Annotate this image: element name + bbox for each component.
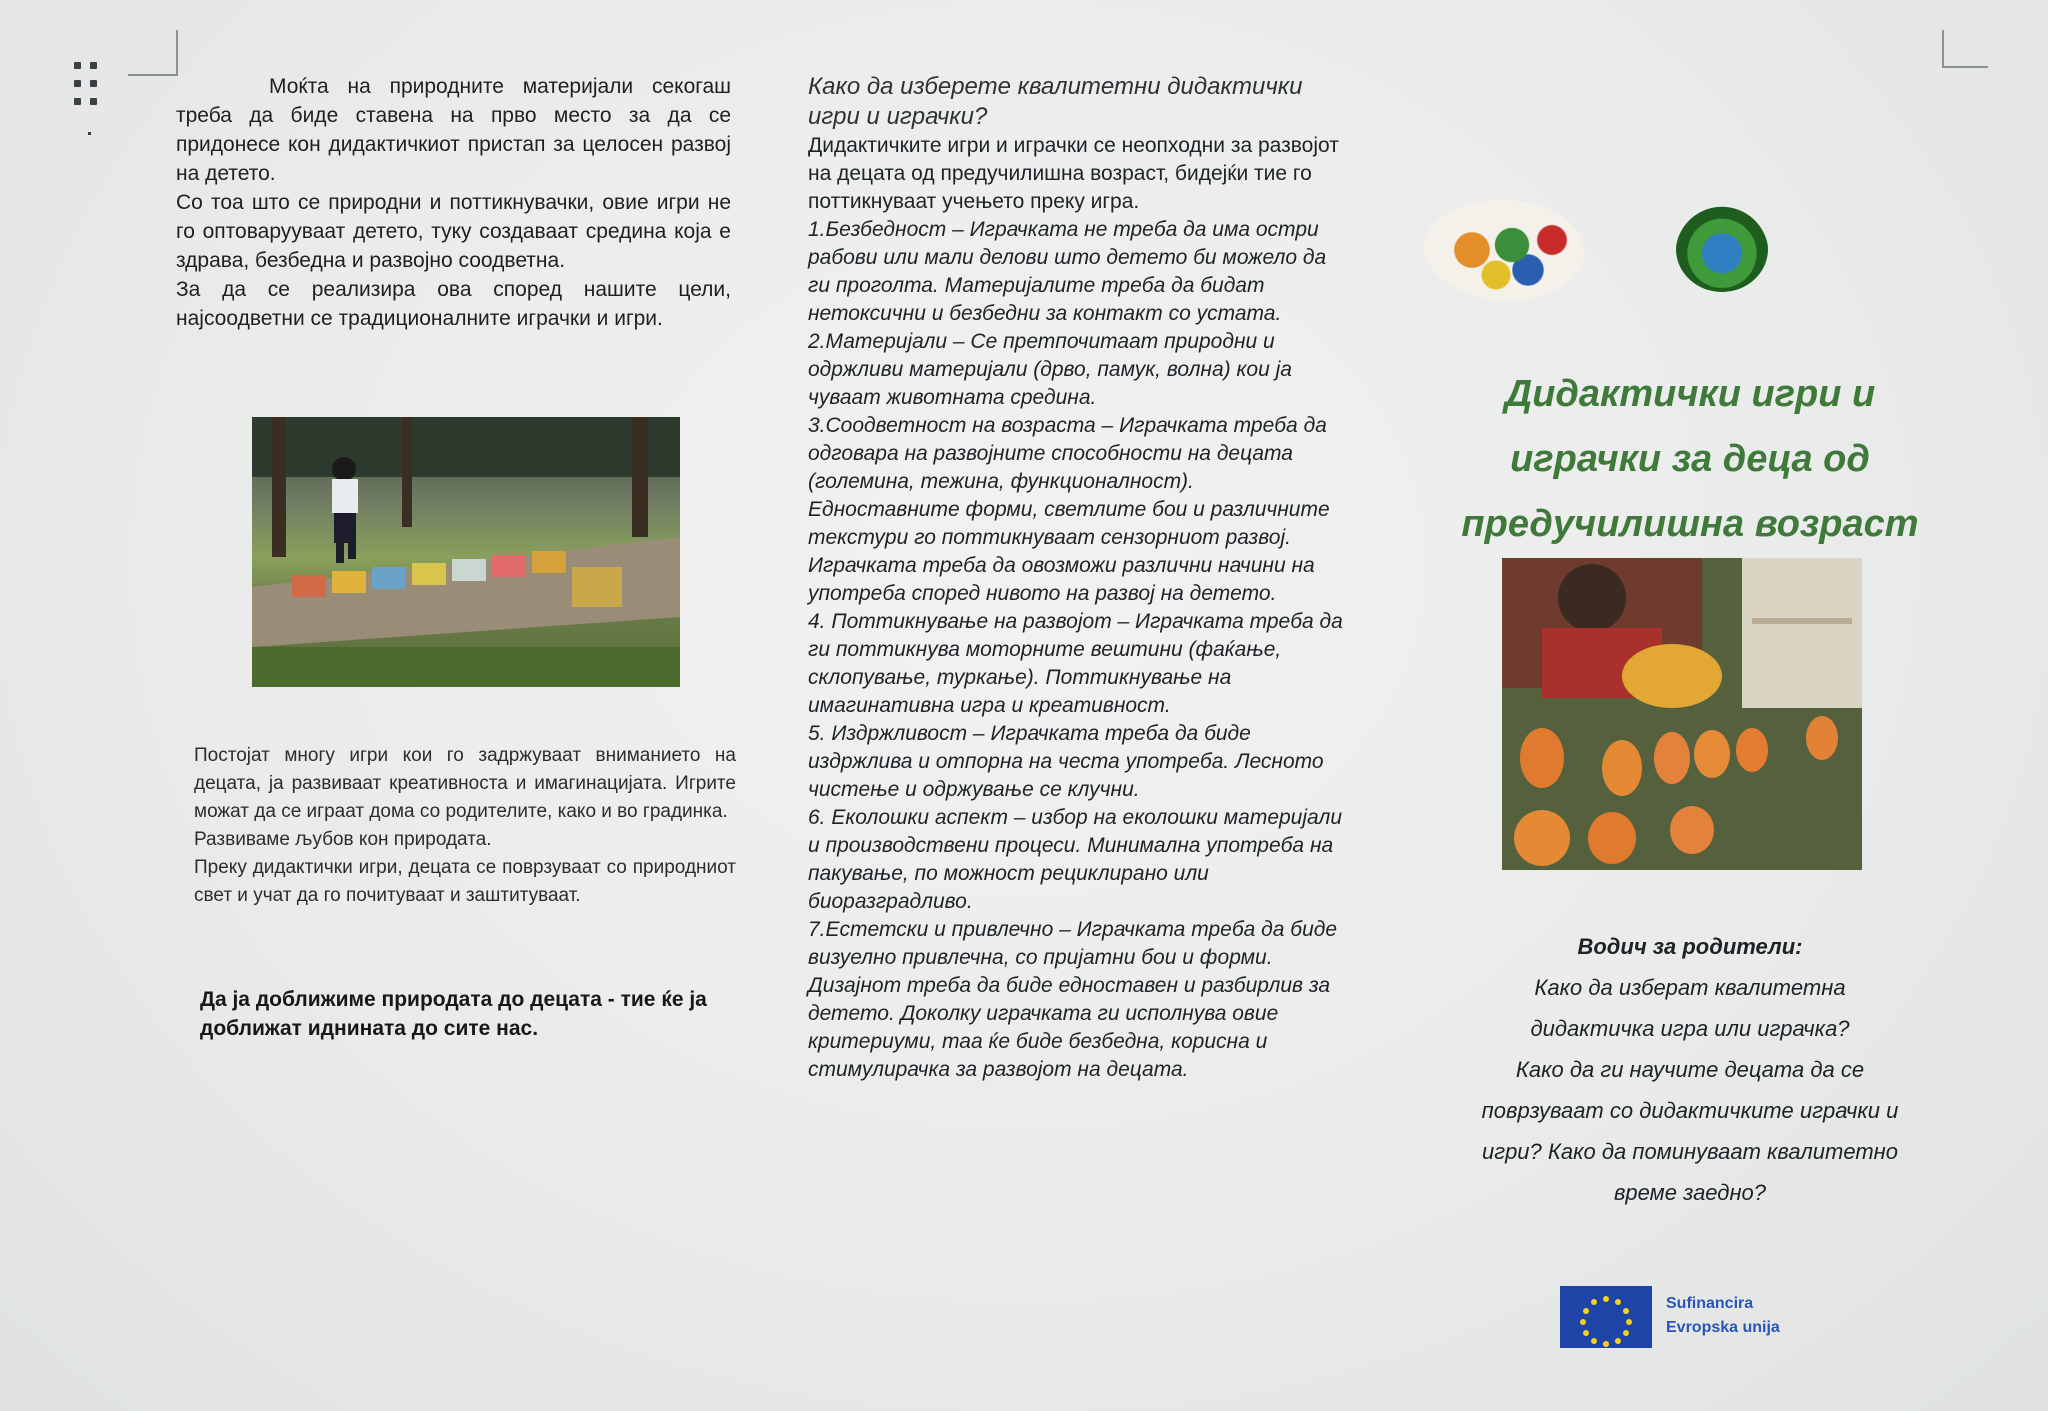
body-paragraph-2: Развиваме љубов кон природата. xyxy=(194,829,492,850)
title-line-3: предучилишна возраст xyxy=(1461,503,1919,545)
eu-funding-text xyxy=(1666,1292,1780,1340)
eco-school-logo xyxy=(1676,206,1768,292)
column1-intro xyxy=(176,72,731,333)
criterion-4: 4. Поттикнување на развојот – Играчката треба да ги поттикнува моторните вештини (фаќање, склопување, туркање). Поттикнување на имагинативна игра и креативност. xyxy=(808,610,1343,717)
guide-title: Водич за родители: xyxy=(1577,934,1803,959)
cursor-dot xyxy=(88,132,91,135)
drag-handle-icon[interactable] xyxy=(74,62,104,110)
criteria-intro: Дидактичките игри и играчки се неопходни за развојот на децата од предучилишна возраст, бидејќи тие го поттикнуваат учењето преку игра. xyxy=(808,134,1339,213)
body-paragraph-3: Преку дидактички игри, децата се поврзуваат со природниот свет и учат да го почитуваат и заштитуваат. xyxy=(194,857,736,906)
intro-paragraph-1: Моќта на природните материјали секогаш треба да биде ставена на прво место за да се придонесе кон дидактичкиот пристап за целосен развој на детето. xyxy=(176,75,731,185)
crop-mark-top-left xyxy=(128,30,178,76)
criterion-3: 3.Соодветност на возраста – Играчката треба да одговара на развојните способности на децата (големина, тежина, функционалност). Едноставните форми, светлите бои и различните текстури го поттикнуваат сензорниот развој. Играчката треба да овозможи различни начини на употреба според нивото на развој на детето. xyxy=(808,414,1330,605)
body-paragraph-1: Постојат многу игри кои го задржуваат вниманието на децата, ја развиваат креативноста и имагинацијата. Игрите можат да се играат дома со родителите, како и во градинка. xyxy=(194,745,736,822)
child-hopscotch-photo xyxy=(252,417,680,687)
brochure-title xyxy=(1420,362,1960,557)
criterion-6: 6. Еколошки аспект – избор на еколошки материјали и производствени процеси. Минимална употреба на пакување, по можност рециклирано или биоразградливо. xyxy=(808,806,1342,913)
guide-line-4: поврзуваат со дидактичките играчки и xyxy=(1481,1098,1899,1123)
column1-body xyxy=(194,742,736,910)
column2-criteria xyxy=(808,72,1348,1084)
intro-paragraph-2: Со тоа што се природни и поттикнувачки, овие игри не го оптоварууваат детето, туку создаваат средина која е здрава, безбедна и развојно соодветна. xyxy=(176,191,731,272)
guide-line-2: дидактичка игра или играчка? xyxy=(1530,1016,1850,1041)
criterion-2: 2.Материјали – Се претпочитаат природни и одржливи материјали (дрво, памук, волна) кои ја чуваат животната средина. xyxy=(808,330,1292,409)
eu-flag-icon xyxy=(1560,1286,1652,1348)
criterion-1: 1.Безбедност – Играчката не треба да има остри рабови или мали делови што детето би можело да ги проголта. Материјалите треба да бидат нетоксични и безбедни за контакт со устата. xyxy=(808,218,1327,325)
guide-line-1: Како да изберат квалитетна xyxy=(1534,975,1846,1000)
eu-line-2: Evropska unija xyxy=(1666,1319,1780,1336)
title-line-1: Дидактички игри и xyxy=(1504,373,1876,415)
closing-slogan: Да ја доближиме природата до децата - тие ќе ја доближат иднината до сите нас. xyxy=(200,988,707,1040)
guide-line-6: време заедно? xyxy=(1613,1180,1767,1205)
kindergarten-logo xyxy=(1424,200,1584,300)
guide-line-5: игри? Како да поминуваат квалитетно xyxy=(1481,1139,1899,1164)
crop-mark-top-right xyxy=(1942,30,1988,68)
parents-guide xyxy=(1420,926,1960,1213)
criteria-heading: Како да изберете квалитетни дидактички игри и играчки? xyxy=(808,73,1303,130)
guide-line-3: Како да ги научите децата да се xyxy=(1515,1057,1865,1082)
title-line-2: играчки за деца од xyxy=(1510,438,1870,480)
intro-paragraph-3: За да се реализира ова според нашите цели, најсоодветни се традиционалните играчки и игри. xyxy=(176,278,731,330)
criterion-7: 7.Естетски и привлечно – Играчката треба да биде визуелно привлечна, со пријатни бои и форми. Дизајнот треба да биде едноставен и разбирлив за детето. Доколку играчката ги исполнува овие критериуми, таа ќе биде безбедна, корисна и стимулирачка за развојот на децата. xyxy=(808,918,1338,1081)
eu-line-1: Sufinancira xyxy=(1666,1295,1754,1312)
criterion-5: 5. Издржливост – Играчката треба да биде издржлива и отпорна на честа употреба. Лесното чистење и одржување се клучни. xyxy=(808,722,1324,801)
child-toys-photo xyxy=(1502,558,1862,870)
